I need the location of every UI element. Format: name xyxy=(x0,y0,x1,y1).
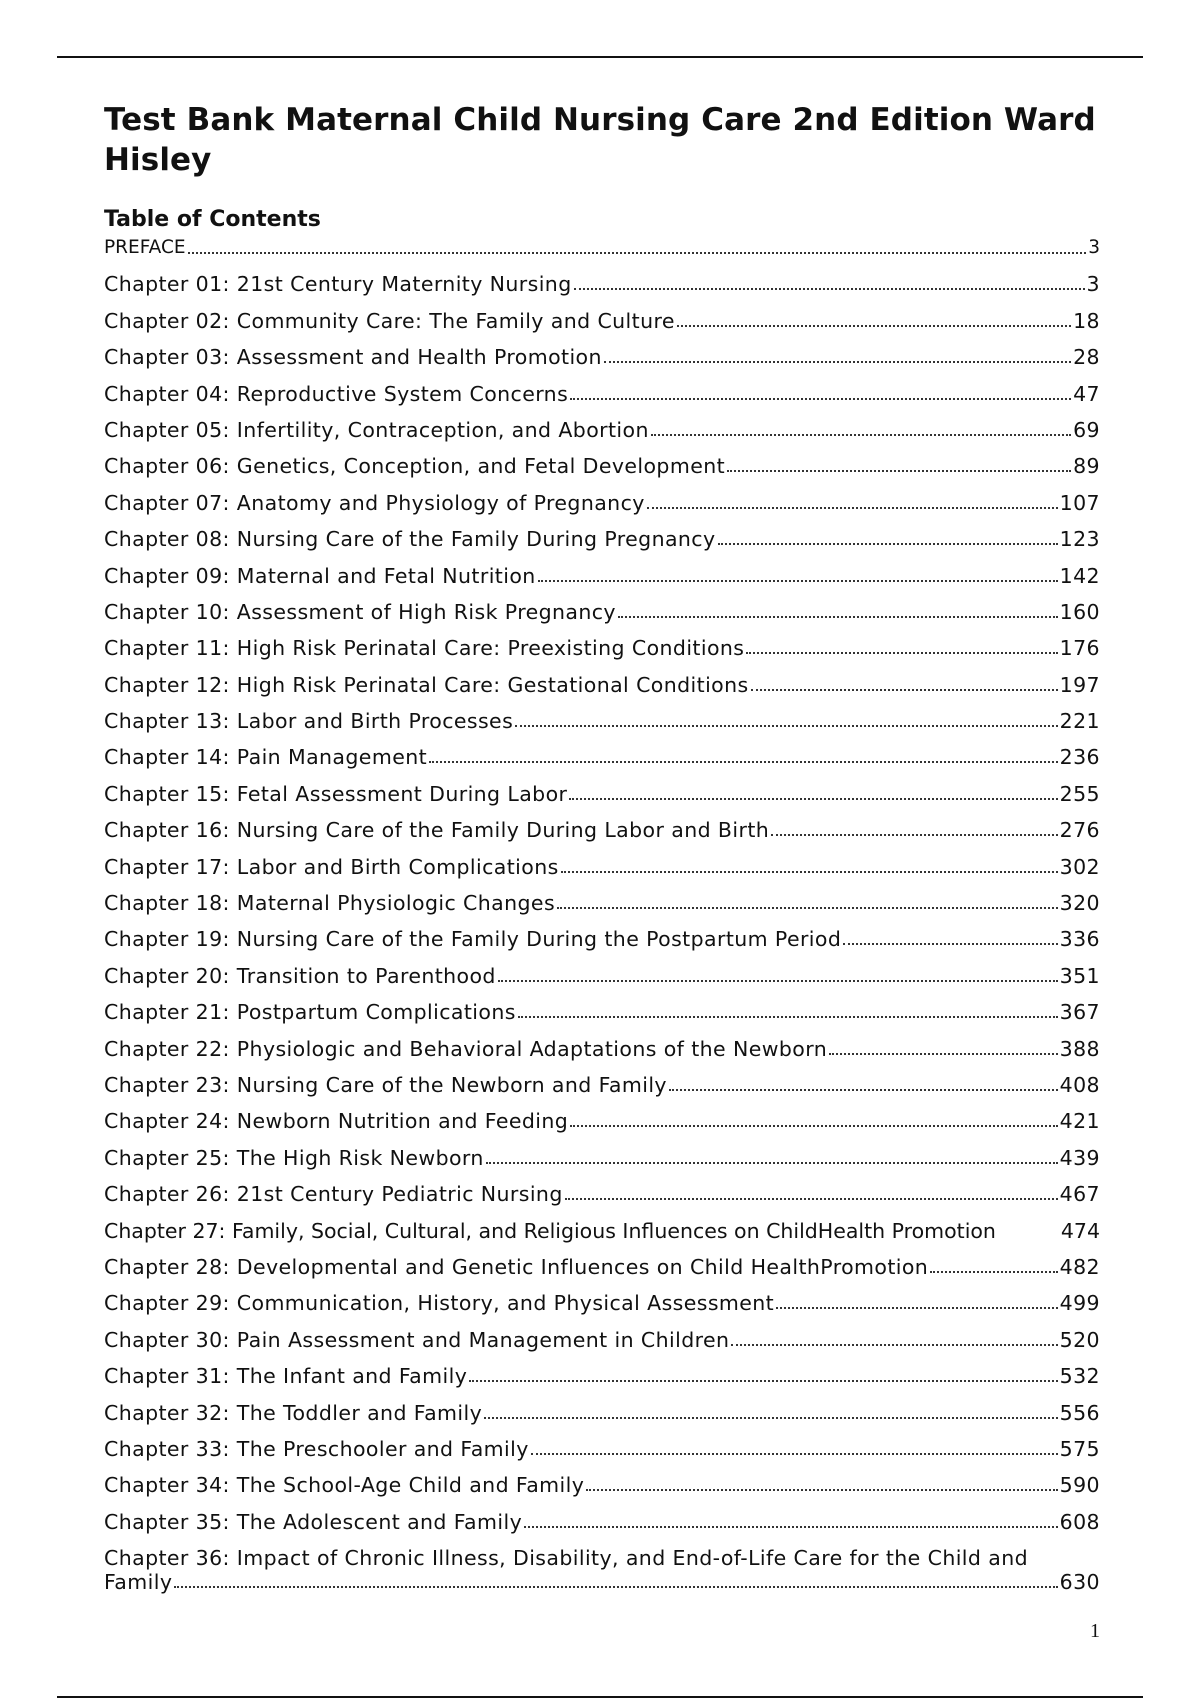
toc-leader xyxy=(524,1526,1058,1528)
toc-entry[interactable] xyxy=(104,515,1100,551)
toc-leader xyxy=(531,1453,1058,1455)
toc-entry-page: 18 xyxy=(1073,308,1100,333)
toc-entry-page: 520 xyxy=(1059,1327,1100,1352)
toc-entry-label: Chapter 31: The Infant and Family xyxy=(104,1364,468,1389)
toc-leader xyxy=(586,1489,1057,1491)
toc-entry-label: Chapter 02: Community Care: The Family and Culture xyxy=(104,308,675,333)
toc-leader xyxy=(518,1016,1058,1018)
toc-leader xyxy=(651,434,1071,436)
toc-entry-label: Chapter 12: High Risk Perinatal Care: Gestational Conditions xyxy=(104,672,749,697)
toc-entry-page: 388 xyxy=(1059,1036,1100,1061)
table-of-contents xyxy=(104,234,1100,1606)
toc-entry-label: Chapter 23: Nursing Care of the Newborn and Family xyxy=(104,1072,667,1097)
toc-entry-page: 236 xyxy=(1059,745,1100,770)
toc-entry-page: 467 xyxy=(1059,1182,1100,1207)
toc-entry-label: Chapter 13: Labor and Birth Processes xyxy=(104,709,514,734)
toc-leader xyxy=(647,507,1058,509)
toc-leader xyxy=(604,361,1071,363)
toc-entry-page: 590 xyxy=(1059,1473,1100,1498)
toc-entry[interactable] xyxy=(104,369,1100,405)
toc-leader xyxy=(930,1271,1057,1273)
toc-entry-page: 474 xyxy=(1060,1218,1100,1243)
toc-entry-label: Chapter 18: Maternal Physiologic Changes xyxy=(104,891,556,916)
toc-entry-page: 197 xyxy=(1059,672,1100,697)
toc-entry-page: 3 xyxy=(1088,237,1100,258)
toc-entry[interactable] xyxy=(104,769,1100,805)
toc-entry-label: Chapter 32: The Toddler and Family xyxy=(104,1400,483,1425)
toc-entry-label: Chapter 35: The Adolescent and Family xyxy=(104,1509,523,1534)
toc-leader xyxy=(731,1344,1057,1346)
bottom-rule xyxy=(57,1696,1143,1698)
toc-leader xyxy=(484,1417,1058,1419)
toc-entry-label: Chapter 27: Family, Social, Cultural, and Religious Influences on ChildHealth Promotion xyxy=(104,1218,996,1243)
toc-entry[interactable] xyxy=(104,442,1100,478)
toc-entry-page: 608 xyxy=(1059,1509,1100,1534)
toc-entry-page: 160 xyxy=(1059,599,1100,624)
toc-leader xyxy=(561,871,1058,873)
toc-entry[interactable] xyxy=(104,333,1100,369)
toc-leader xyxy=(570,398,1071,400)
toc-entry-label: Chapter 05: Infertility, Contraception, and Abortion xyxy=(104,417,649,442)
toc-entry-label: Chapter 20: Transition to Parenthood xyxy=(104,963,496,988)
toc-entry-label: Chapter 33: The Preschooler and Family xyxy=(104,1436,529,1461)
toc-entry-page: 3 xyxy=(1086,272,1100,297)
toc-entry[interactable] xyxy=(104,588,1100,624)
toc-entry[interactable] xyxy=(104,1024,1100,1060)
toc-entry-page: 421 xyxy=(1059,1109,1100,1134)
toc-entry-page: 176 xyxy=(1059,636,1100,661)
toc-leader xyxy=(188,252,1087,254)
toc-entry-page: 28 xyxy=(1073,345,1100,370)
toc-entry[interactable] xyxy=(104,1097,1100,1133)
toc-entry-label: Chapter 17: Labor and Birth Complications xyxy=(104,854,559,879)
toc-leader xyxy=(843,943,1057,945)
toc-entry-label: Chapter 06: Genetics, Conception, and Fetal Development xyxy=(104,454,726,479)
toc-leader xyxy=(565,1198,1058,1200)
toc-entry-page: 107 xyxy=(1059,490,1100,515)
toc-entry-wrapped[interactable] xyxy=(104,1534,1100,1606)
toc-entry-label: Chapter 25: The High Risk Newborn xyxy=(104,1145,484,1170)
toc-entry-label: Chapter 04: Reproductive System Concerns xyxy=(104,381,569,406)
toc-entry[interactable] xyxy=(104,806,1100,842)
toc-leader xyxy=(746,652,1057,654)
toc-entry[interactable] xyxy=(104,1352,1100,1388)
toc-entry[interactable] xyxy=(104,879,1100,915)
toc-entry[interactable] xyxy=(104,624,1100,660)
toc-entry[interactable] xyxy=(104,697,1100,733)
toc-entry[interactable] xyxy=(104,478,1100,514)
toc-entry[interactable] xyxy=(104,1279,1100,1315)
toc-leader xyxy=(669,1089,1058,1091)
toc-entry[interactable] xyxy=(104,1388,1100,1424)
toc-entry-page: 142 xyxy=(1059,563,1100,588)
toc-entry-label: Chapter 24: Newborn Nutrition and Feeding xyxy=(104,1109,569,1134)
toc-entry[interactable] xyxy=(104,1133,1100,1169)
toc-entry-page: 351 xyxy=(1059,963,1100,988)
toc-heading: Table of Contents xyxy=(104,207,321,232)
toc-entry-page: 255 xyxy=(1059,781,1100,806)
toc-entry[interactable] xyxy=(104,842,1100,878)
toc-entry[interactable] xyxy=(104,915,1100,951)
toc-entry-page: 302 xyxy=(1059,854,1100,879)
toc-entry-preface[interactable] xyxy=(104,234,1100,260)
toc-leader xyxy=(469,1380,1057,1382)
toc-entry-page: 69 xyxy=(1073,417,1100,442)
toc-leader xyxy=(776,1307,1058,1309)
toc-entry-page: 89 xyxy=(1073,454,1100,479)
toc-entry-page: 336 xyxy=(1059,927,1100,952)
document-body xyxy=(104,100,1100,1606)
toc-entry-page: 499 xyxy=(1059,1291,1100,1316)
toc-entry[interactable] xyxy=(104,1315,1100,1351)
toc-entry-label: Chapter 30: Pain Assessment and Management in Children xyxy=(104,1327,730,1352)
toc-entry-label: PREFACE xyxy=(104,237,186,258)
toc-leader xyxy=(486,1162,1058,1164)
toc-entry-page: 123 xyxy=(1059,527,1100,552)
toc-entry-label: Chapter 14: Pain Management xyxy=(104,745,428,770)
toc-entry-label: Chapter 22: Physiologic and Behavioral Adaptations of the Newborn xyxy=(104,1036,828,1061)
toc-entry-page: 367 xyxy=(1059,1000,1100,1025)
toc-leader xyxy=(557,907,1058,909)
top-rule xyxy=(57,56,1143,58)
toc-leader xyxy=(677,325,1071,327)
toc-entry[interactable] xyxy=(104,988,1100,1024)
toc-entry[interactable] xyxy=(104,1425,1100,1461)
toc-entry-label: Chapter 01: 21st Century Maternity Nursing xyxy=(104,272,572,297)
toc-entry[interactable] xyxy=(104,1206,1100,1242)
page-number: 1 xyxy=(1090,1620,1100,1642)
toc-leader xyxy=(574,288,1085,290)
toc-entry[interactable] xyxy=(104,1061,1100,1097)
toc-entry-label: Chapter 19: Nursing Care of the Family During the Postpartum Period xyxy=(104,927,842,952)
toc-leader xyxy=(174,1586,1057,1588)
toc-entry[interactable] xyxy=(104,660,1100,696)
toc-entry-label: Chapter 29: Communication, History, and Physical Assessment xyxy=(104,1291,775,1316)
toc-entry[interactable] xyxy=(104,260,1100,296)
toc-entry-page: 630 xyxy=(1059,1569,1100,1594)
toc-leader xyxy=(718,543,1058,545)
toc-leader xyxy=(538,580,1058,582)
toc-leader xyxy=(727,470,1071,472)
toc-leader xyxy=(829,1053,1058,1055)
toc-leader xyxy=(429,761,1058,763)
toc-entry[interactable] xyxy=(104,1243,1100,1279)
toc-entry[interactable] xyxy=(104,1461,1100,1497)
toc-entry-label: Chapter 10: Assessment of High Risk Pregnancy xyxy=(104,599,616,624)
toc-entry-page: 408 xyxy=(1059,1072,1100,1097)
toc-entry-label: Chapter 08: Nursing Care of the Family During Pregnancy xyxy=(104,527,716,552)
toc-entry[interactable] xyxy=(104,733,1100,769)
toc-entry-label: Chapter 03: Assessment and Health Promotion xyxy=(104,345,602,370)
toc-leader xyxy=(569,798,1057,800)
toc-entry-page: 439 xyxy=(1059,1145,1100,1170)
toc-entry-label: Chapter 09: Maternal and Fetal Nutrition xyxy=(104,563,536,588)
toc-leader xyxy=(618,616,1058,618)
toc-entry-page: 221 xyxy=(1059,709,1100,734)
toc-entry-page: 320 xyxy=(1059,891,1100,916)
toc-leader xyxy=(751,689,1058,691)
toc-leader xyxy=(771,834,1058,836)
toc-leader xyxy=(498,980,1058,982)
toc-entry-label: Chapter 15: Fetal Assessment During Labor xyxy=(104,781,568,806)
toc-entry-page: 575 xyxy=(1059,1436,1100,1461)
toc-entry[interactable] xyxy=(104,551,1100,587)
toc-entry[interactable] xyxy=(104,1170,1100,1206)
toc-entry[interactable] xyxy=(104,406,1100,442)
toc-entry[interactable] xyxy=(104,296,1100,332)
toc-entry-label: Chapter 34: The School-Age Child and Family xyxy=(104,1473,585,1498)
toc-entry-page: 276 xyxy=(1059,818,1100,843)
toc-entry-label: Chapter 21: Postpartum Complications xyxy=(104,1000,516,1025)
toc-entry-page: 532 xyxy=(1059,1364,1100,1389)
toc-entry[interactable] xyxy=(104,951,1100,987)
toc-entry-page: 47 xyxy=(1073,381,1100,406)
toc-entry-label-line1: Chapter 36: Impact of Chronic Illness, Disability, and End-of-Life Care for the Child and xyxy=(104,1545,1028,1570)
toc-entry-page: 482 xyxy=(1059,1254,1100,1279)
toc-entry[interactable] xyxy=(104,1497,1100,1533)
toc-entry-page: 556 xyxy=(1059,1400,1100,1425)
toc-entry-label: Chapter 16: Nursing Care of the Family During Labor and Birth xyxy=(104,818,770,843)
toc-entry-label: Chapter 07: Anatomy and Physiology of Pregnancy xyxy=(104,490,645,515)
toc-leader xyxy=(515,725,1058,727)
toc-leader xyxy=(570,1125,1057,1127)
document-title: Test Bank Maternal Child Nursing Care 2nd Edition Ward Hisley xyxy=(104,102,1096,178)
toc-entry-label: Chapter 26: 21st Century Pediatric Nursing xyxy=(104,1182,563,1207)
toc-entry-label: Chapter 11: High Risk Perinatal Care: Preexisting Conditions xyxy=(104,636,745,661)
toc-entry-label: Chapter 28: Developmental and Genetic Influences on Child HealthPromotion xyxy=(104,1254,929,1279)
toc-entry-label-line2: Family xyxy=(104,1569,173,1594)
